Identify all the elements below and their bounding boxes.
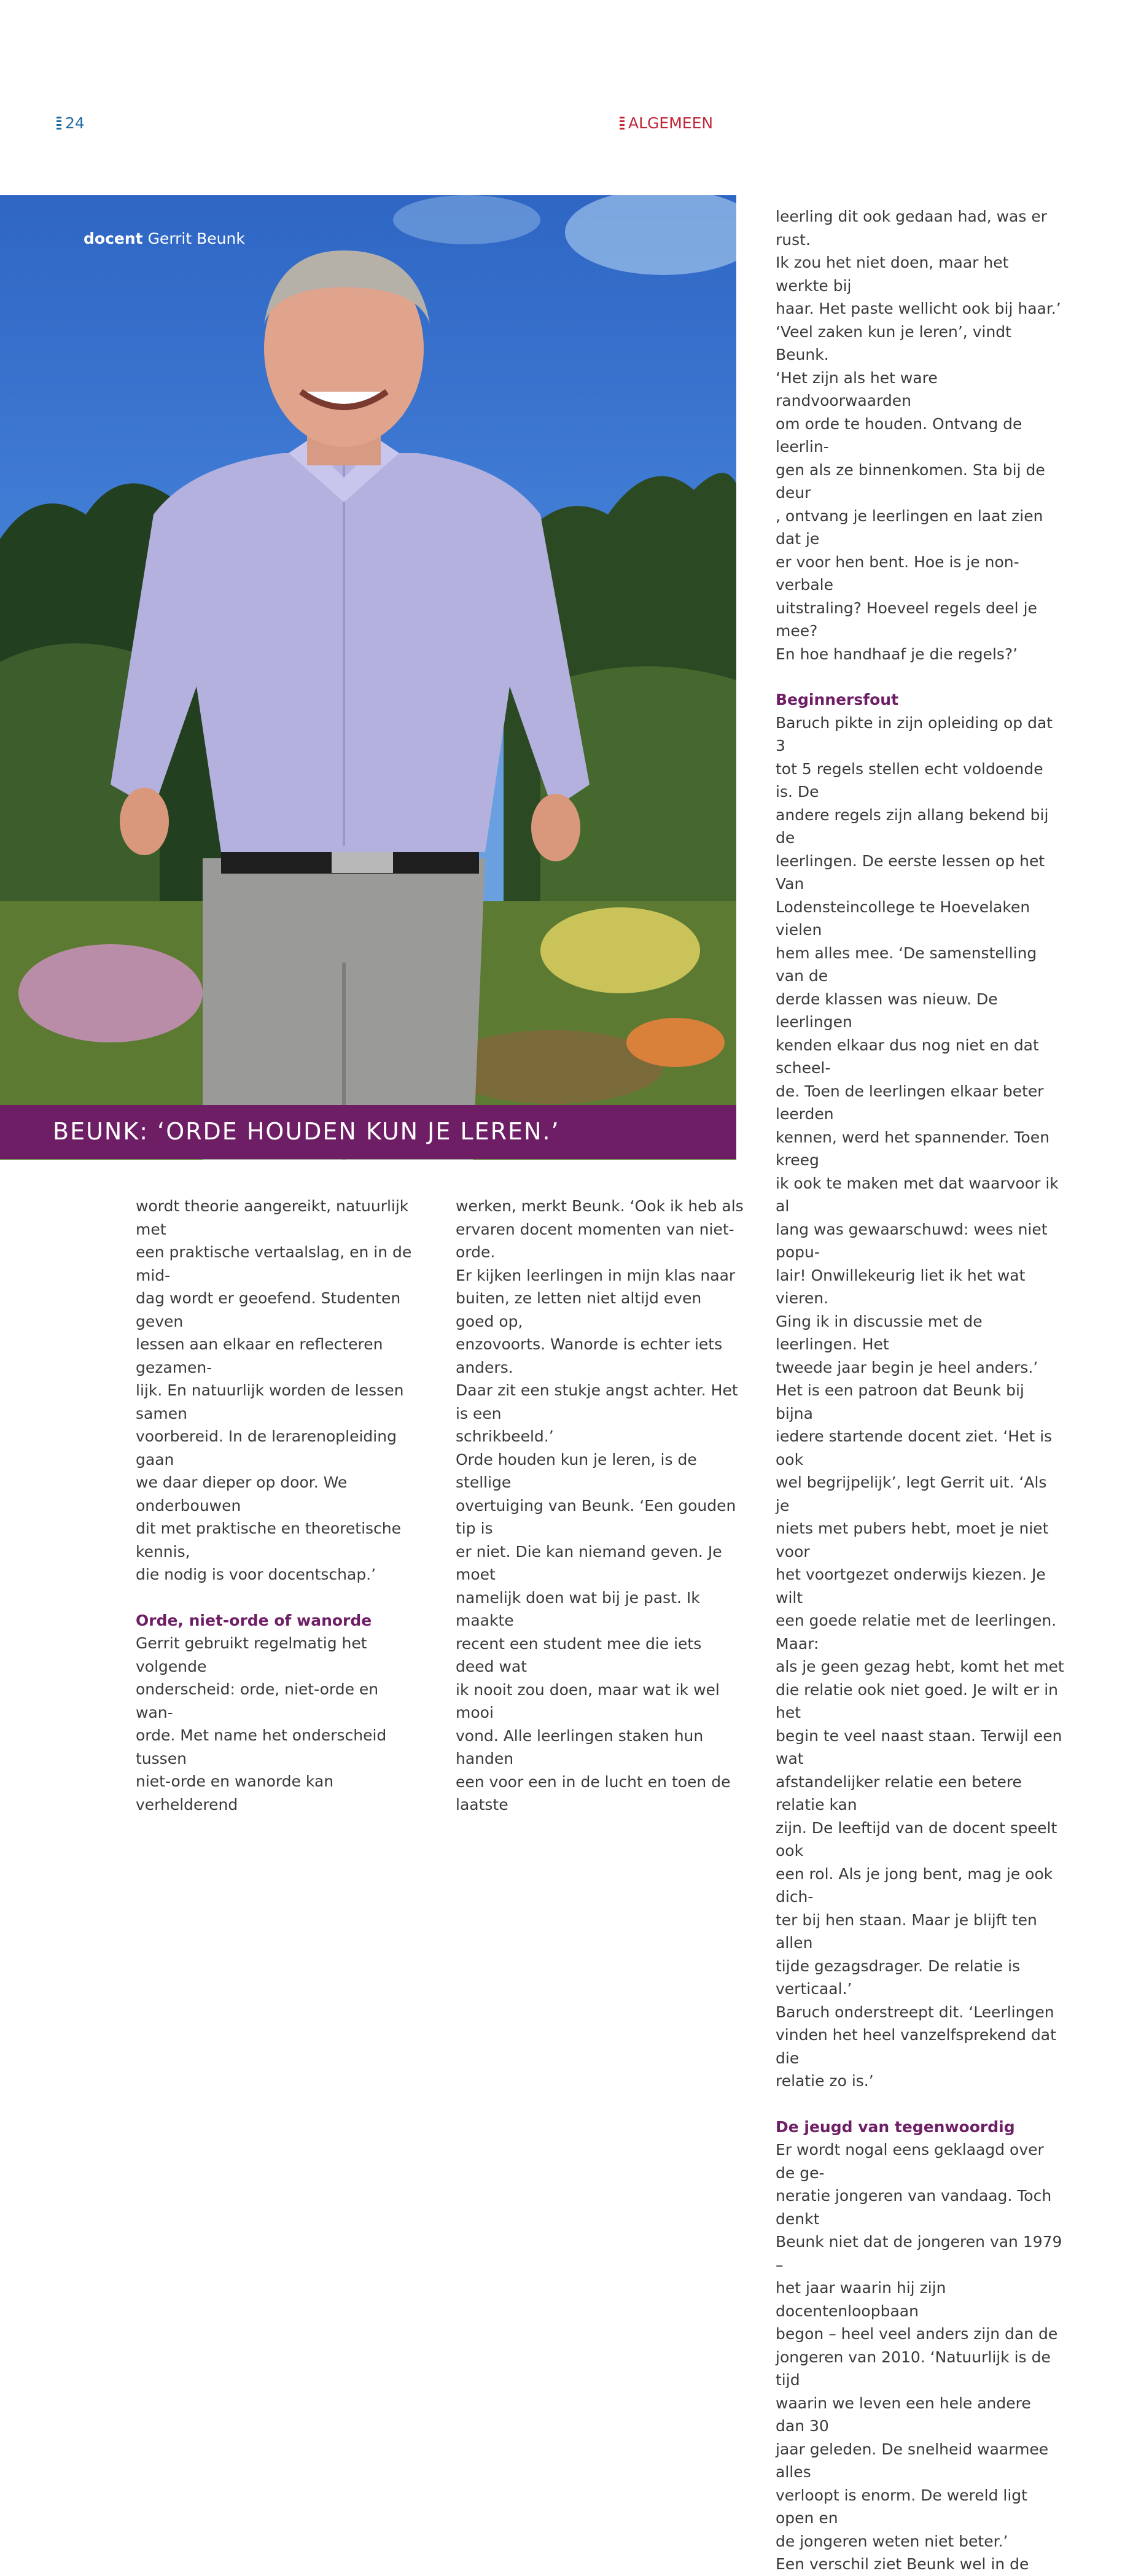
photo-caption: BEUNK: ‘ORDE HOUDEN KUN JE LEREN.’ <box>53 1118 560 1145</box>
paragraph: Gerrit gebruikt regelmatig het volgende onderscheid: orde, niet-orde en wan- orde. Met name het onderscheid tussen niet-orde en wanorde kan verhelderend <box>136 1634 387 1814</box>
paragraph: leerling dit ook gedaan had, was er rust. Ik zou het niet doen, maar het werkte bij haar. Het paste wellicht ook bij haar.’ ‘Veel zaken kun je leren’, vindt Beunk. ‘Het zijn als het ware randvoorwaarden om orde te houden. Ontvang de leerlin- gen als ze binnenkomen. Sta bij de deur , ontvang je leerlingen en laat zien dat je er voor hen bent. Hoe is je non-verbale uitstraling? Hoeveel regels deel je mee? En hoe handhaaf je die regels?’ <box>776 208 1061 663</box>
column-middle <box>456 1195 744 1817</box>
bars-icon <box>56 117 61 130</box>
paragraph: werken, merkt Beunk. ‘Ook ik heb als ervaren docent momenten van niet-orde. Er kijken leerlingen in mijn klas naar buiten, ze letten niet altijd even goed op, enzovoorts. Wanorde is echter iets anders. Daar zit een stukje angst achter. Het is een schrikbeeld.’ Orde houden kun je leren, is de stellige overtuiging van Beunk. ‘Een gouden tip is er niet. Die kan niemand geven. Je moet namelijk doen wat bij je past. Ik maakte recent een student mee die iets deed wat ik nooit zou doen, maar wat ik wel mooi vond. Alle leerlingen staken hun handen een voor een in de lucht en toen de laatste <box>456 1197 744 1814</box>
photo-credit-label: docent <box>84 230 143 247</box>
page-number <box>56 114 85 132</box>
paragraph: wordt theorie aangereikt, natuurlijk met een praktische vertaalslag, en in de mid- dag wordt er geoefend. Studenten geven lessen aan elkaar en reflecteren gezamen- lijk. En natuurlijk worden de lessen samen voorbereid. In de lerarenopleiding gaan we daar dieper op door. We onderbouwen dit met praktische en theoretische kennis, die nodig is voor docentschap.’ <box>136 1197 412 1583</box>
bars-icon <box>620 117 625 130</box>
section-label-text: ALGEMEEN <box>628 114 714 132</box>
column-left <box>136 1195 418 1816</box>
photo-credit-name: Gerrit Beunk <box>147 230 245 247</box>
section-heading: Orde, niet-orde of wanorde <box>136 1611 372 1629</box>
page-number-text: 24 <box>65 114 85 132</box>
column-right <box>776 205 1064 2576</box>
photo-credit <box>84 230 245 247</box>
paragraph: Baruch pikte in zijn opleiding op dat 3 tot 5 regels stellen echt voldoende is. De andere regels zijn allang bekend bij de leerlingen. De eerste lessen op het Van Lodensteincollege te Hoevelaken vielen hem alles mee. ‘De samenstelling van de derde klassen was nieuw. De leerlingen kenden elkaar dus nog niet en dat scheel- de. Toen de leerlingen elkaar beter leerden kennen, werd het spannender. Toen kreeg ik ook te maken met dat waarvoor ik al lang was gewaarschuwd: wees niet popu- lair! Onwillekeurig liet ik het wat vieren. Ging ik in discussie met de leerlingen. Het tweede jaar begin je heel anders.’ Het is een patroon dat Beunk bij bijna iedere startende docent ziet. ‘Het is ook wel begrijpelijk’, legt Gerrit uit. ‘Als je niets met pubers hebt, moet je niet voor het voortgezet onderwijs kiezen. Je wilt een goede relatie met de leerlingen. Maar: als je geen gezag hebt, komt het met die relatie ook niet goed. Je wilt er in het begin te veel naast staan. Terwijl een wat afstandelijker relatie een betere relatie kan zijn. De leeftijd van de docent speelt ook een rol. Als je jong bent, mag je ook dich- ter bij hen staan. Maar je blijft ten allen tijde gezagsdrager. De relatie is verticaal.’ Baruch onderstreept dit. ‘Leerlingen vinden het heel vanzelfsprekend dat die relatie zo is.’ <box>776 713 1064 2090</box>
section-heading: De jeugd van tegenwoordig <box>776 2117 1015 2136</box>
portrait-illustration <box>0 195 736 1160</box>
paragraph: Er wordt nogal eens geklaagd over de ge- neratie jongeren van vandaag. Toch denkt Beunk niet dat de jongeren van 1979 – het jaar waarin hij zijn docentenloopbaan begon – heel veel anders zijn dan de jongeren van 2010. ‘Natuurlijk is de tijd waarin we leven een hele andere dan 30 jaar geleden. De snelheid waarmee alles verloopt is enorm. De wereld ligt open en de jongeren weten niet beter.’ Een verschil ziet Beunk wel in de <box>776 2141 1062 2573</box>
portrait-photo <box>0 195 736 1160</box>
section-heading: Beginnersfout <box>776 691 899 708</box>
section-label <box>620 114 713 132</box>
